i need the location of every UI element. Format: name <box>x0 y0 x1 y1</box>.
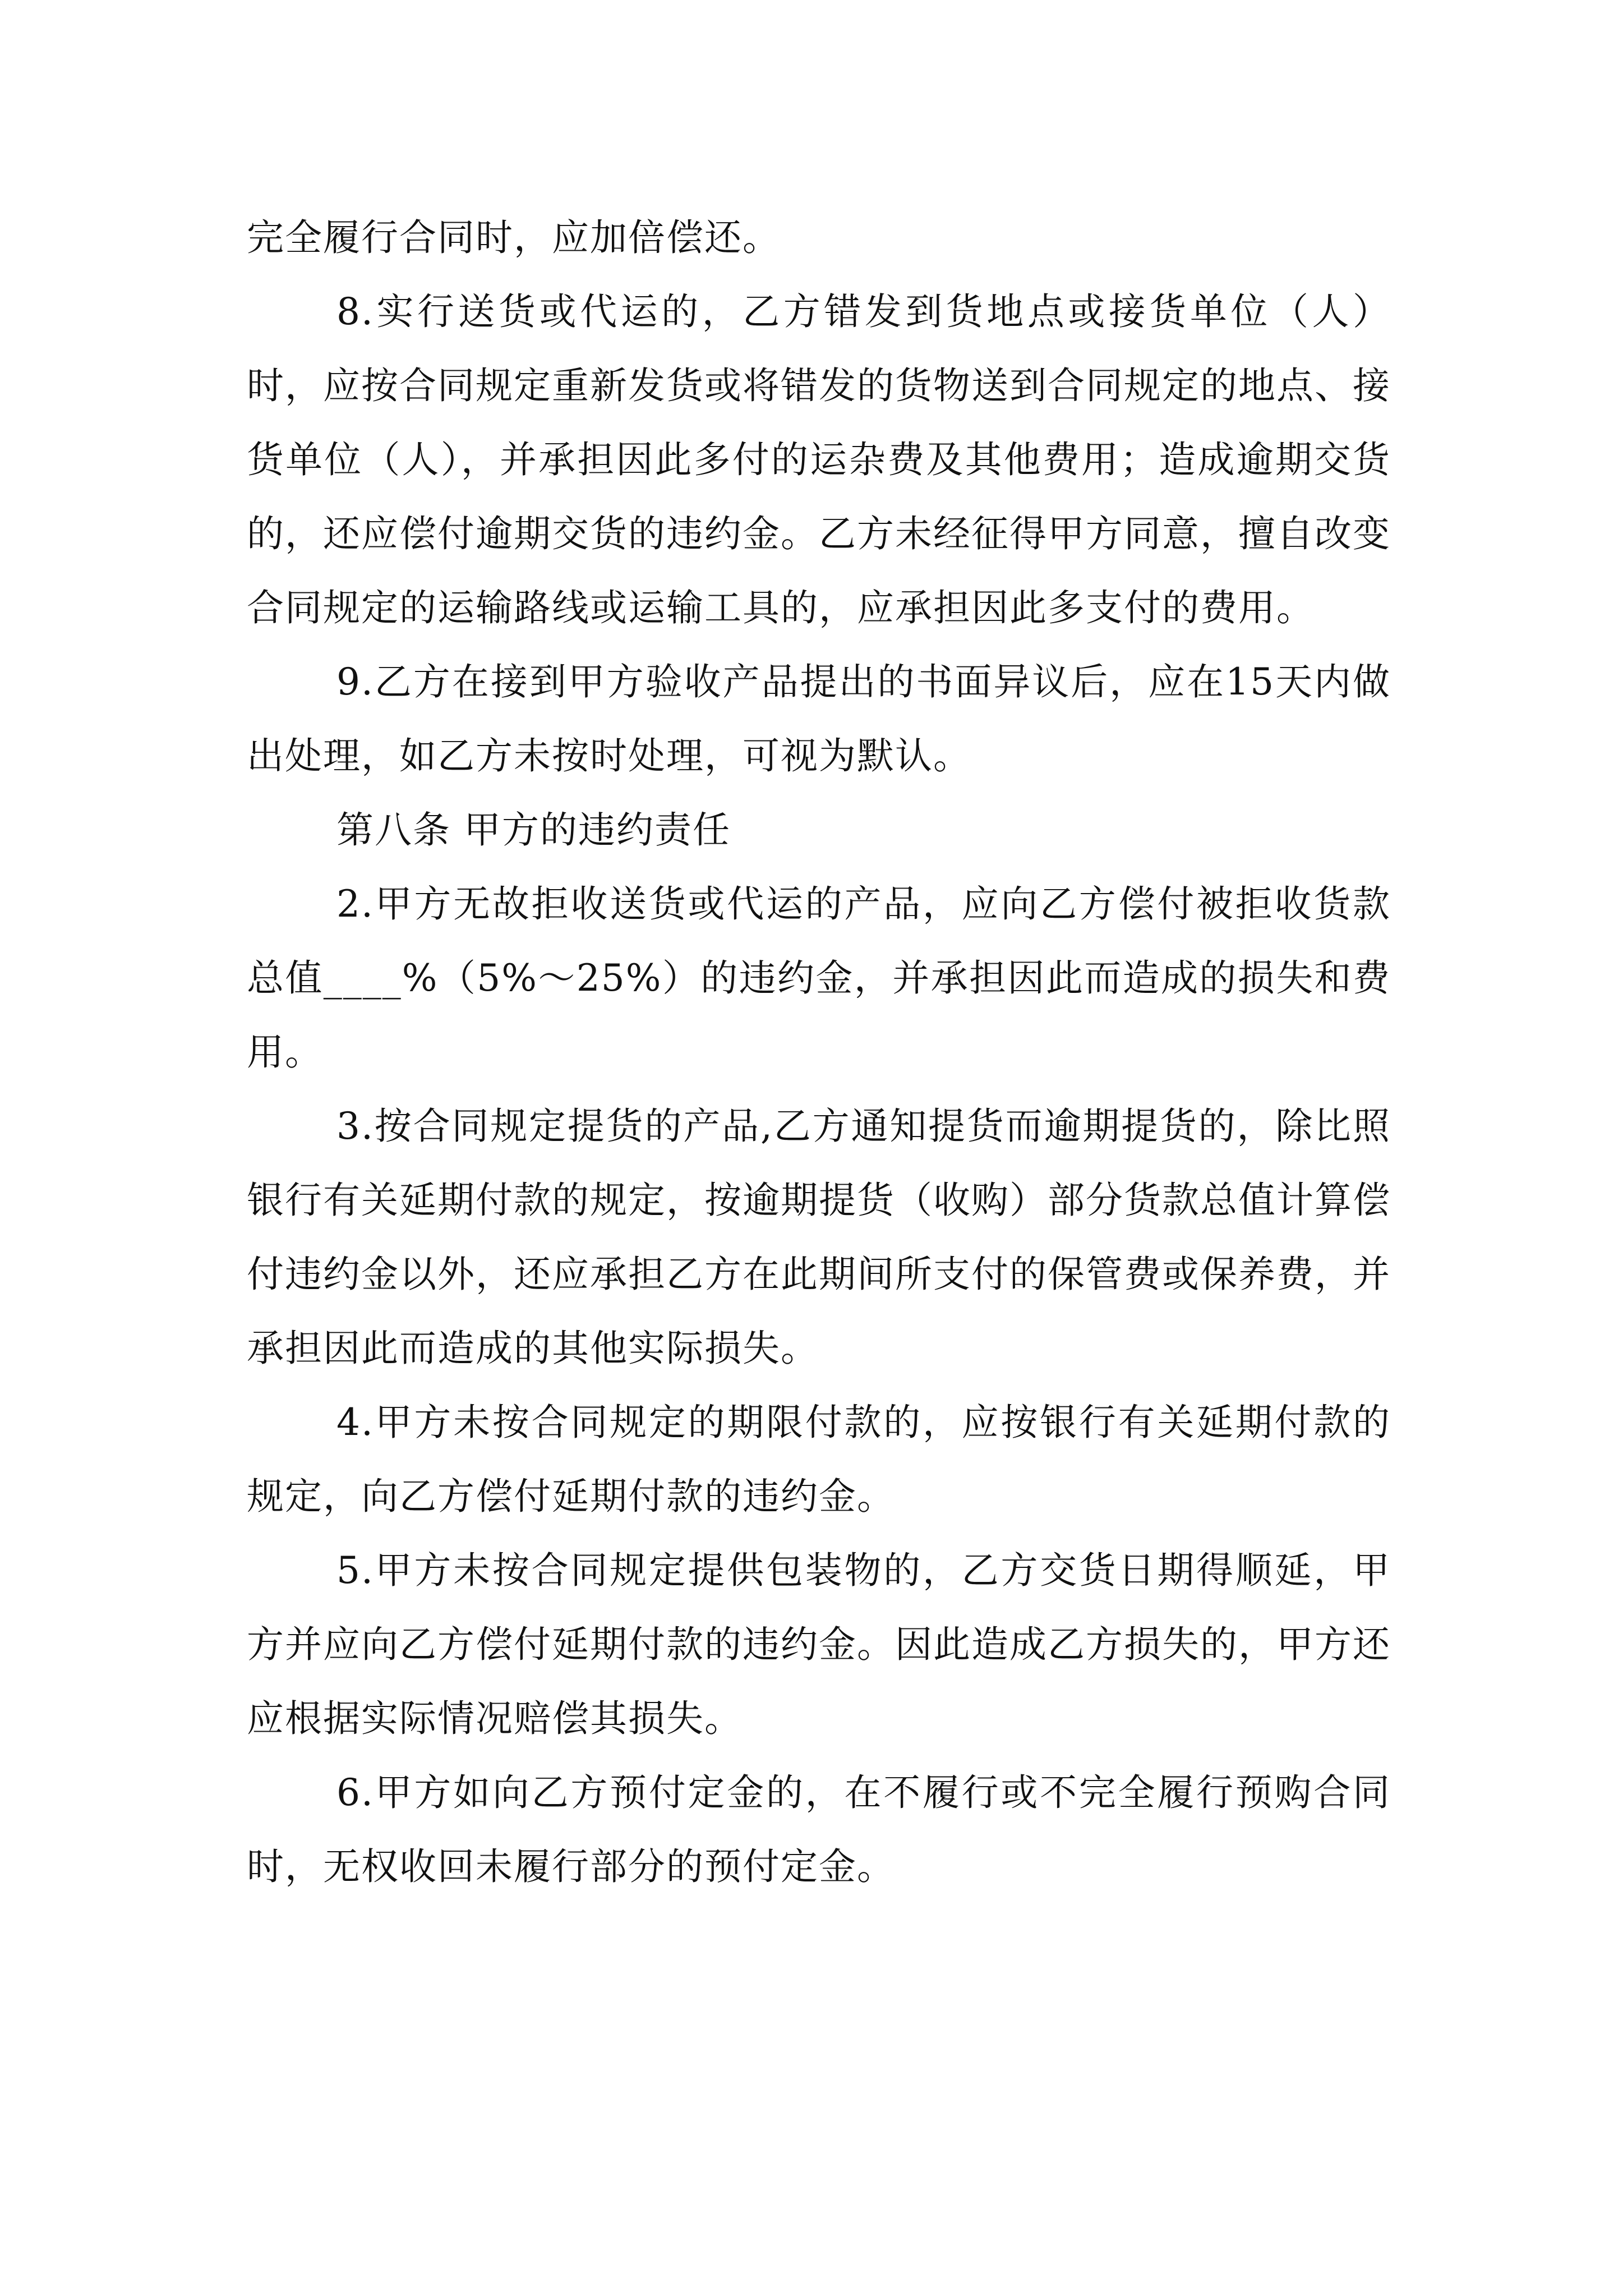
paragraph-item-3: 3.按合同规定提货的产品,乙方通知提货而逾期提货的，除比照银行有关延期付款的规定，按逾期提货（收购）部分货款总值计算偿付违约金以外，还应承担乙方在此期间所支付的保管费或保养费，并承担因此而造成的其他实际损失。 <box>247 1105 1391 1370</box>
paragraph-item-9: 9.乙方在接到甲方验收产品提出的书面异议后，应在15天内做出处理，如乙方未按时处理，可视为默认。 <box>247 660 1391 777</box>
paragraph-item-5: 5.甲方未按合同规定提供包装物的，乙方交货日期得顺延，甲方并应向乙方偿付延期付款的违约金。因此造成乙方损失的，甲方还应根据实际情况赔偿其损失。 <box>247 1549 1391 1740</box>
paragraph-item-8: 8.实行送货或代运的，乙方错发到货地点或接货单位（人）时，应按合同规定重新发货或将错发的货物送到合同规定的地点、接货单位（人），并承担因此多付的运杂费及其他费用；造成逾期交货的，还应偿付逾期交货的违约金。乙方未经征得甲方同意，擅自改变合同规定的运输路线或运输工具的，应承担因此多支付的费用。 <box>247 290 1391 629</box>
paragraph-item-4: 4.甲方未按合同规定的期限付款的，应按银行有关延期付款的规定，向乙方偿付延期付款的违约金。 <box>247 1401 1391 1518</box>
section-heading-article-8: 第八条 甲方的违约责任 <box>336 808 731 852</box>
paragraph-continuation: 完全履行合同时，应加倍偿还。 <box>247 216 781 259</box>
document-body <box>247 201 1391 1904</box>
paragraph-item-2: 2.甲方无故拒收送货或代运的产品，应向乙方偿付被拒收货款总值____%（5%～25%）的违约金，并承担因此而造成的损失和费用。 <box>247 882 1391 1074</box>
paragraph-item-6: 6.甲方如向乙方预付定金的，在不履行或不完全履行预购合同时，无权收回未履行部分的预付定金。 <box>247 1771 1391 1888</box>
